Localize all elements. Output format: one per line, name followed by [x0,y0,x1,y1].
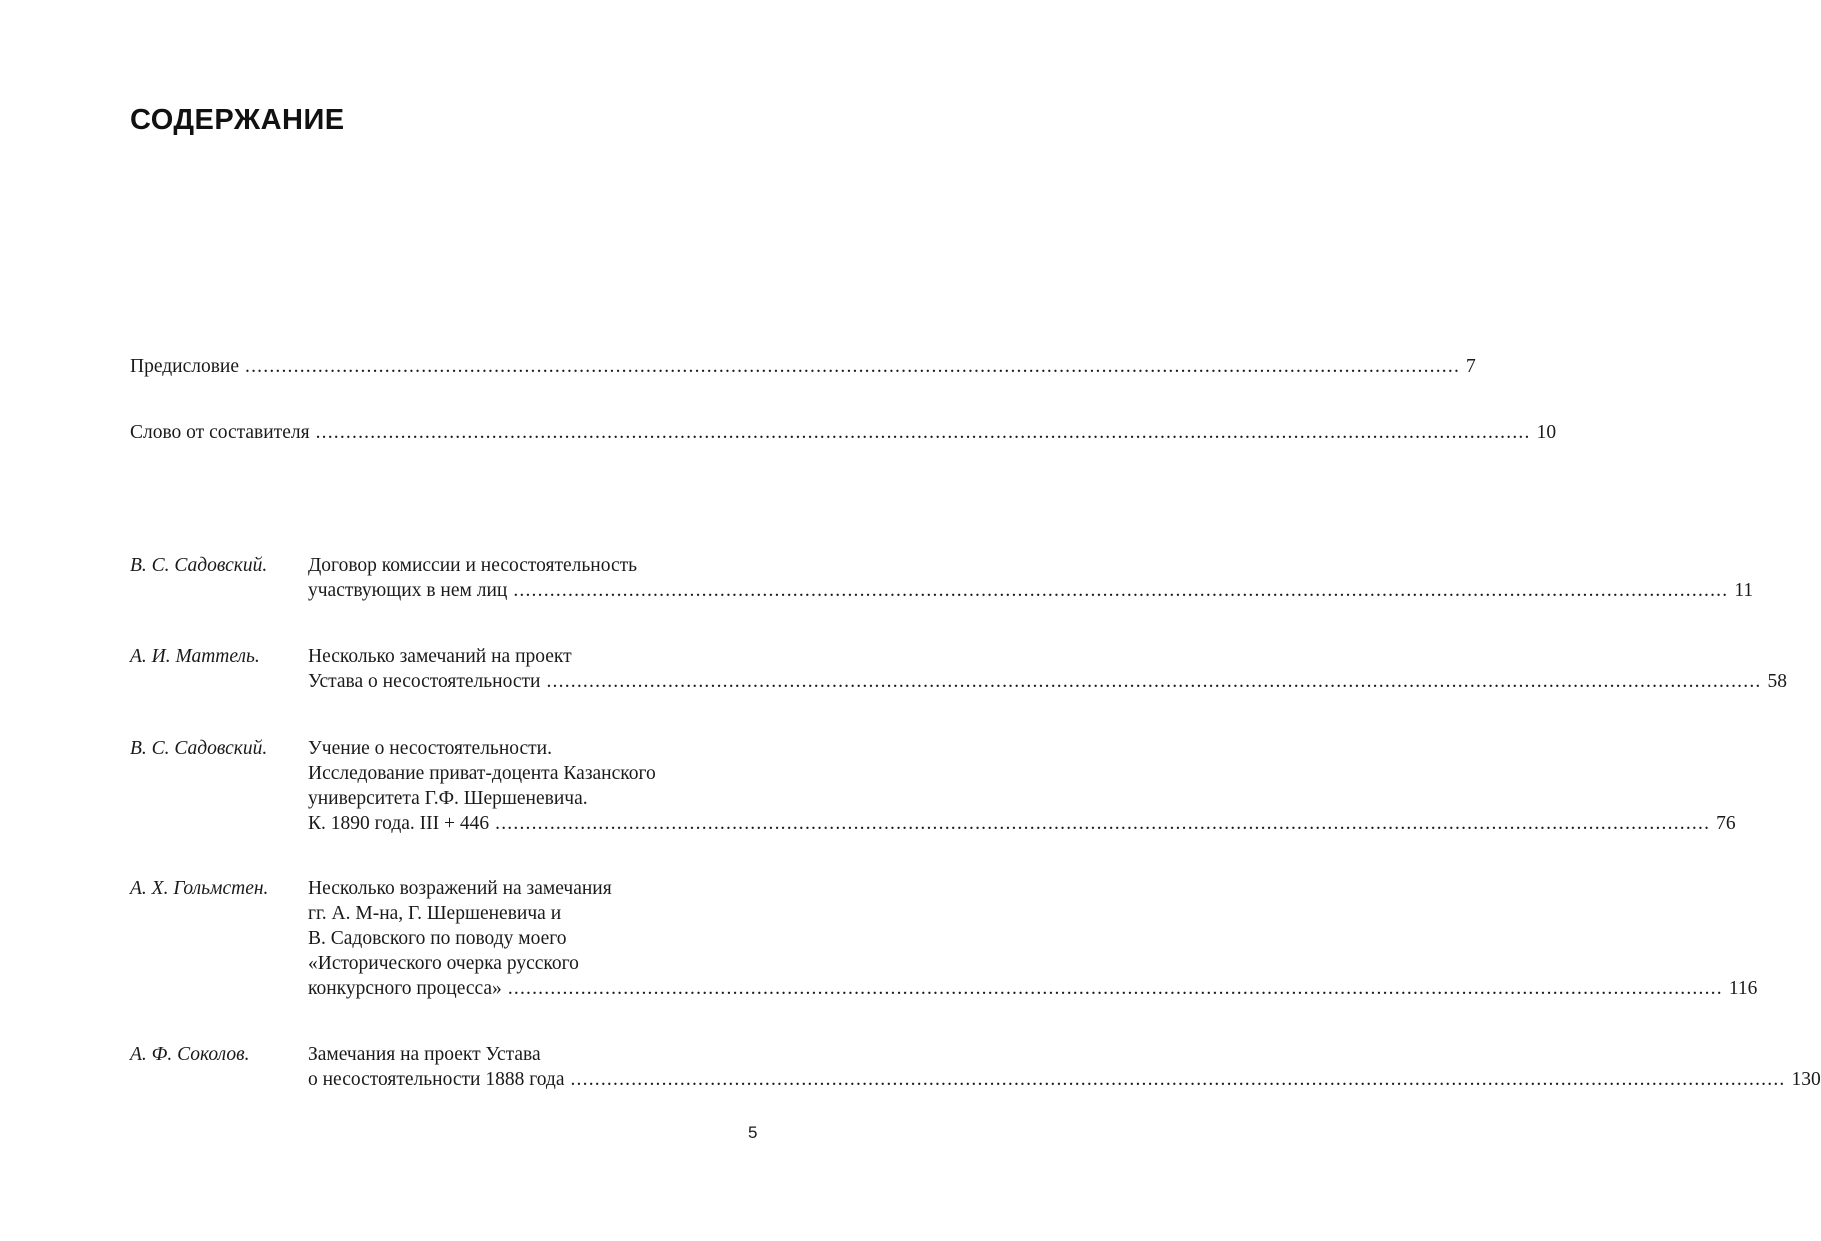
toc-line [308,976,1758,1001]
entry-title-block [308,644,1787,694]
title-last-line: о несостоятельности 1888 года [308,1069,565,1090]
title-line: В. Садовского по поводу моего [308,928,567,949]
toc-entry-compiler-note[interactable] [130,420,1557,445]
title-last-line: участвующих в нем лиц [308,580,508,601]
entry-title-block [308,1042,1821,1092]
entry-title-block [308,736,1736,836]
entry-author: А. Х. Гольмстен. [130,878,269,899]
dot-leader: ........................................................................................................................................................................................................ [546,671,1762,692]
toc-page-number: 11 [1734,580,1754,601]
toc-line [130,354,1476,379]
title-line: университета Г.Ф. Шершеневича. [308,788,588,809]
dot-leader: ........................................................................................................................................................................................................ [513,580,1729,601]
toc-page-number: 116 [1728,978,1758,999]
entry-author: А. И. Маттель. [130,646,260,667]
dot-leader: ........................................................................................................................................................................................................ [507,978,1723,999]
dot-leader: ........................................................................................................................................................................................................ [495,813,1711,834]
toc-page-number: 7 [1466,356,1476,377]
title-line: Исследование приват-доцента Казанского [308,763,656,784]
toc-page-number: 58 [1767,671,1787,692]
page-number: 5 [748,1123,758,1142]
title-line: Несколько замечаний на проект [308,646,572,667]
toc-line [308,1067,1821,1092]
title-line: Учение о несостоятельности. [308,738,552,759]
dot-leader: ........................................................................................................................................................................................................ [245,356,1461,377]
title-last-line: К. 1890 года. III + 446 [308,813,490,834]
title-last-line: Устава о несостоятельности [308,671,541,692]
toc-line [130,420,1557,445]
title-line: Замечания на проект Устава [308,1044,541,1065]
title-line: «Исторического очерка русского [308,953,579,974]
toc-page-number: 130 [1791,1069,1821,1090]
entry-author: А. Ф. Соколов. [130,1044,250,1065]
title-line: Договор комиссии и несостоятельность [308,555,638,576]
toc-page-number: 76 [1716,813,1736,834]
toc-entry-title: Слово от составителя [130,422,310,443]
toc-entry-title: Предисловие [130,356,240,377]
dot-leader: ........................................................................................................................................................................................................ [315,422,1531,443]
entry-title-block [308,876,1758,1001]
title-last-line: конкурсного процесса» [308,978,502,999]
title-line: Несколько возражений на замечания [308,878,612,899]
toc-line [308,578,1754,603]
entry-title-block [308,553,1754,603]
toc-line [308,669,1787,694]
toc-page-number: 10 [1536,422,1557,443]
page-title: СОДЕРЖАНИЕ [130,104,345,136]
entry-author: В. С. Садовский. [130,738,268,759]
entry-author: В. С. Садовский. [130,555,268,576]
toc-entry-preface[interactable] [130,354,1476,379]
title-line: гг. А. М-на, Г. Шершеневича и [308,903,562,924]
dot-leader: ........................................................................................................................................................................................................ [570,1069,1786,1090]
toc-line [308,811,1736,836]
